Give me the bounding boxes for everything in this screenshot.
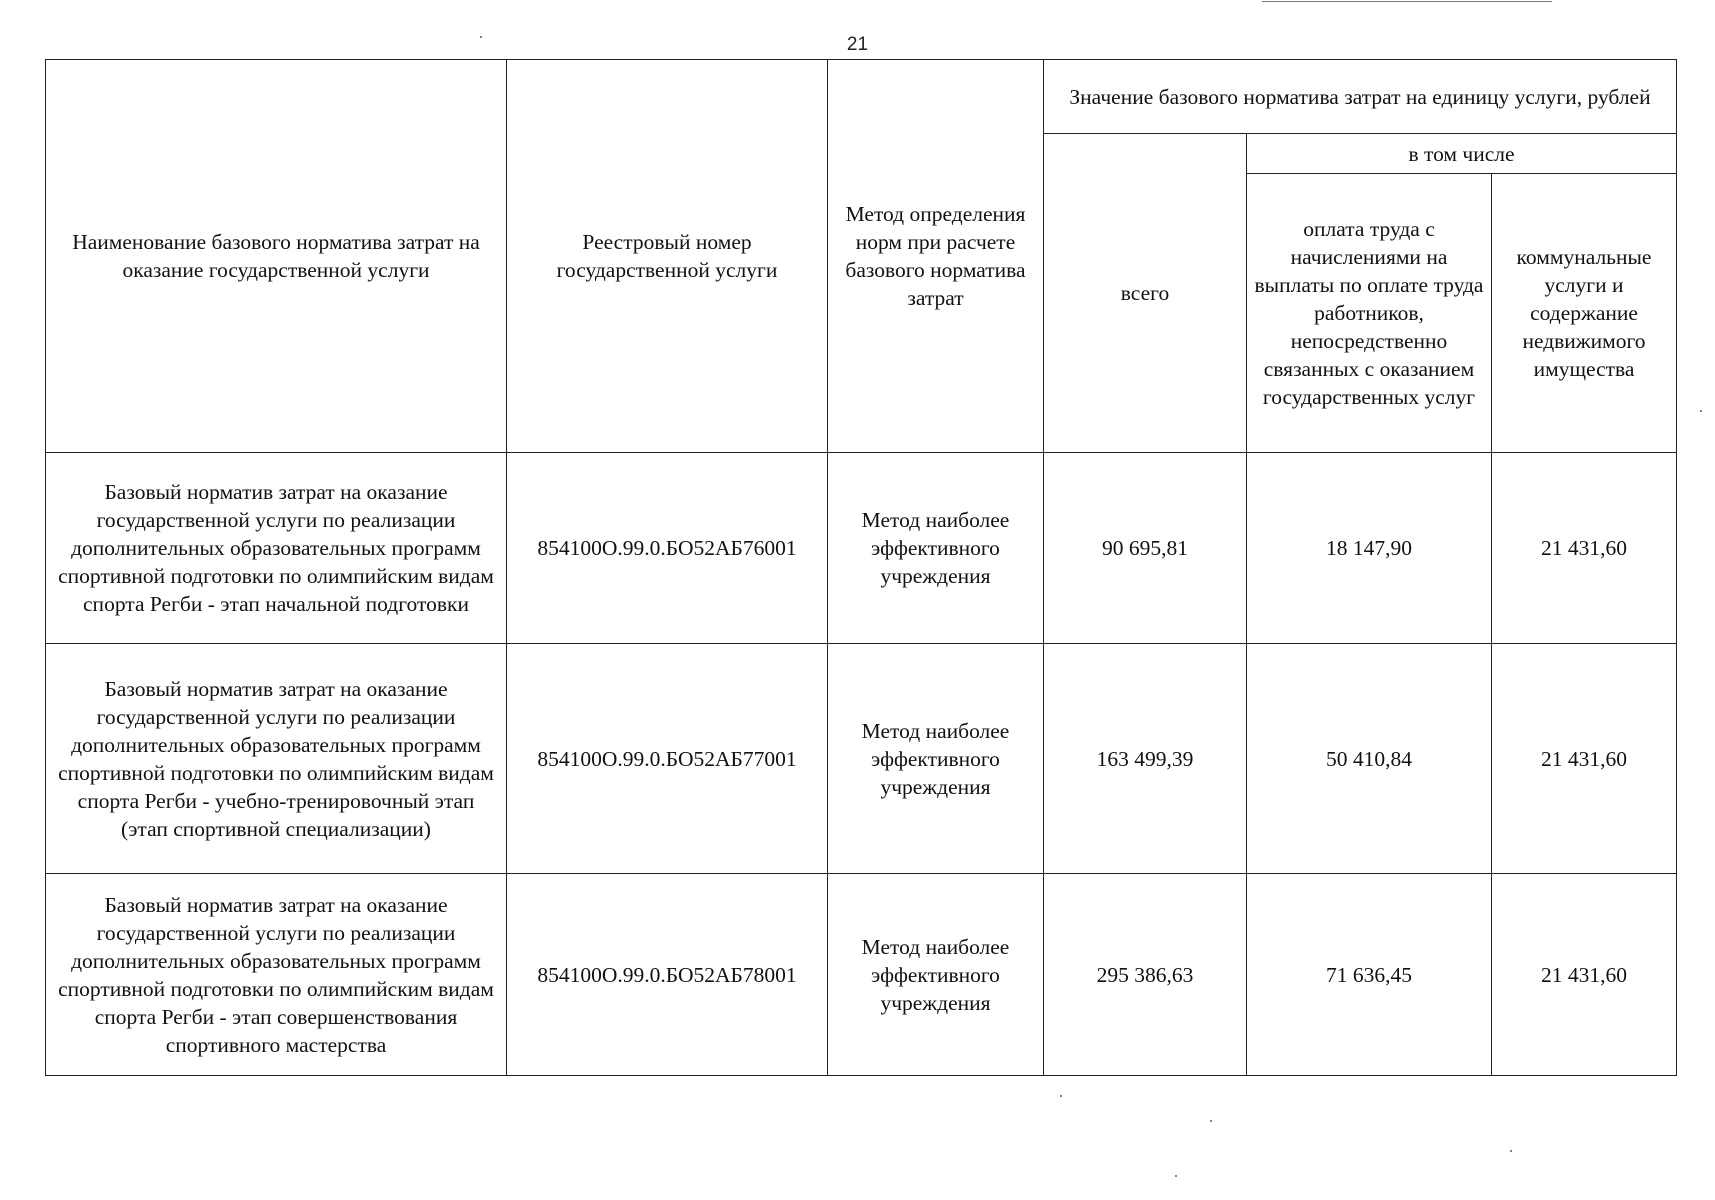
header-labor: оплата труда с начислениями на выплаты по оплате труда работников, непосредственно связанных с оказанием государственных услуг	[1247, 174, 1492, 453]
row-total-value: 163 499,39	[1044, 644, 1247, 874]
row-method: Метод наиболее эффективного учреждения	[828, 453, 1044, 644]
header-total: всего	[1044, 134, 1247, 453]
row-method: Метод наиболее эффективного учреждения	[828, 874, 1044, 1076]
scan-speck	[1060, 1095, 1062, 1097]
header-name: Наименование базового норматива затрат на оказание государственной услуги	[46, 60, 507, 453]
scan-speck	[480, 36, 482, 38]
table-row	[46, 453, 1677, 644]
table-row	[46, 644, 1677, 874]
scan-top-rule	[1262, 1, 1552, 2]
header-utilities: коммунальные услуги и содержание недвижимого имущества	[1492, 174, 1677, 453]
scan-speck	[1210, 1120, 1212, 1122]
table-row	[46, 874, 1677, 1076]
header-method: Метод определения норм при расчете базового норматива затрат	[828, 60, 1044, 453]
row-registry-number: 854100О.99.0.БО52АБ78001	[507, 874, 828, 1076]
header-row-top	[46, 60, 1677, 134]
row-name: Базовый норматив затрат на оказание государственной услуги по реализации дополнительных образовательных программ спортивной подготовки по олимпийским видам спорта Регби - этап начальной подготовки	[46, 453, 507, 644]
row-total-value: 90 695,81	[1044, 453, 1247, 644]
row-registry-number: 854100О.99.0.БО52АБ77001	[507, 644, 828, 874]
header-registry-number: Реестровый номер государственной услуги	[507, 60, 828, 453]
row-utilities-value: 21 431,60	[1492, 874, 1677, 1076]
page-number: 21	[846, 34, 869, 55]
scan-speck	[1510, 1150, 1512, 1152]
header-including: в том числе	[1247, 134, 1677, 174]
table-header	[46, 60, 1677, 453]
row-labor-value: 50 410,84	[1247, 644, 1492, 874]
table-body	[46, 453, 1677, 1076]
row-total-value: 295 386,63	[1044, 874, 1247, 1076]
header-value-group: Значение базового норматива затрат на единицу услуги, рублей	[1044, 60, 1677, 134]
row-registry-number: 854100О.99.0.БО52АБ76001	[507, 453, 828, 644]
row-method: Метод наиболее эффективного учреждения	[828, 644, 1044, 874]
scan-speck	[1175, 1175, 1177, 1177]
cost-norms-table	[45, 59, 1677, 1076]
row-utilities-value: 21 431,60	[1492, 453, 1677, 644]
row-name: Базовый норматив затрат на оказание государственной услуги по реализации дополнительных образовательных программ спортивной подготовки по олимпийским видам спорта Регби - этап совершенствования спортивного мастерства	[46, 874, 507, 1076]
row-utilities-value: 21 431,60	[1492, 644, 1677, 874]
row-labor-value: 18 147,90	[1247, 453, 1492, 644]
row-labor-value: 71 636,45	[1247, 874, 1492, 1076]
scan-speck	[1700, 410, 1702, 412]
row-name: Базовый норматив затрат на оказание государственной услуги по реализации дополнительных образовательных программ спортивной подготовки по олимпийским видам спорта Регби - учебно-тренировочный этап (этап спортивной специализации)	[46, 644, 507, 874]
